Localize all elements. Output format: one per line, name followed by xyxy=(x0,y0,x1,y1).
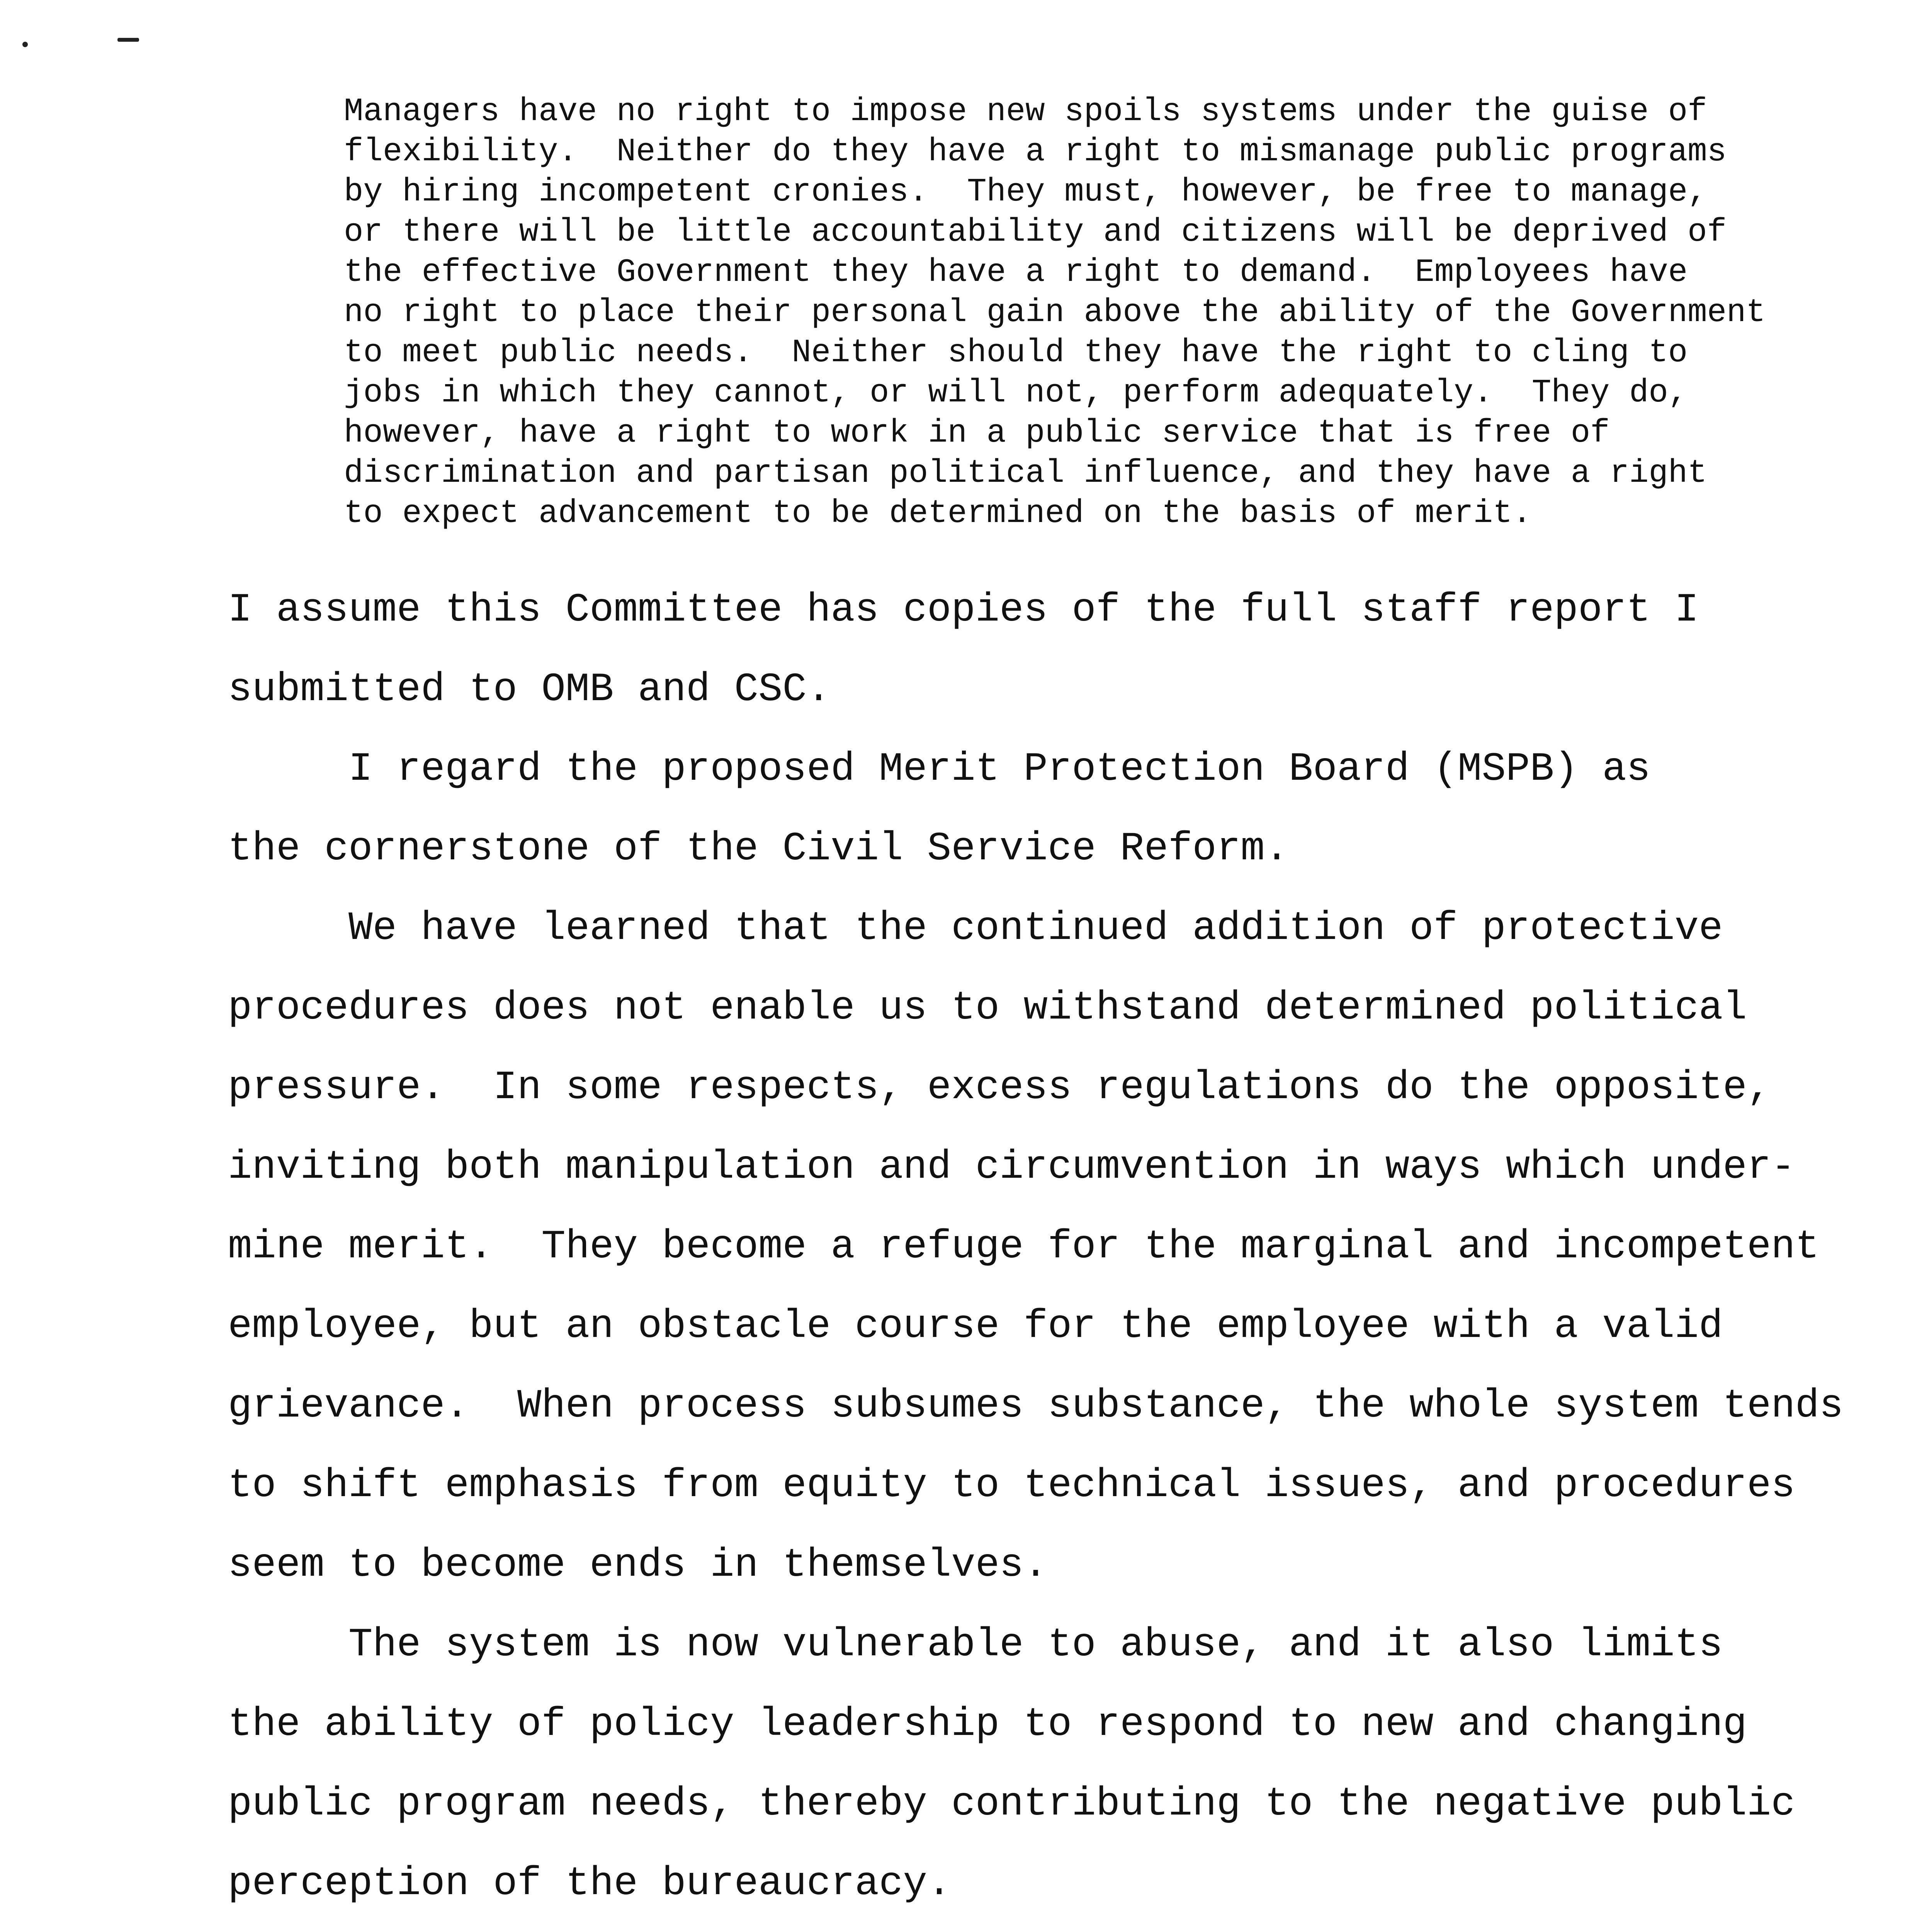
body-line: pressure. In some respects, excess regulations do the opposite, xyxy=(228,1065,1771,1111)
body-line: the cornerstone of the Civil Service Reform. xyxy=(228,826,1289,872)
quote-line: however, have a right to work in a public service that is free of xyxy=(344,415,1610,452)
quote-line: or there will be little accountability and citizens will be deprived of xyxy=(344,214,1727,251)
quote-line: to meet public needs. Neither should they have the right to cling to xyxy=(344,335,1688,371)
body-line: mine merit. They become a refuge for the marginal and incompetent xyxy=(228,1224,1820,1270)
body-line xyxy=(228,1923,1851,1932)
body-line: inviting both manipulation and circumvention in ways which under- xyxy=(228,1145,1795,1190)
body-line: the ability of policy leadership to respond to new and changing xyxy=(228,1702,1747,1747)
body-line: seem to become ends in themselves. xyxy=(228,1543,1048,1588)
quote-line: flexibility. Neither do they have a right to mismanage public programs xyxy=(344,134,1727,170)
body-line: The system is now vulnerable to abuse, and it also limits xyxy=(228,1622,1723,1668)
body-line: I regard the proposed Merit Protection Board (MSPB) as xyxy=(228,747,1651,792)
indented-quote-block xyxy=(344,92,1835,534)
quote-line: the effective Government they have a right to demand. Employees have xyxy=(344,254,1688,291)
margin-dot-mark xyxy=(22,42,28,47)
quote-line: Managers have no right to impose new spoils systems under the guise of xyxy=(344,94,1707,130)
body-line: grievance. When process subsumes substance, the whole system tends xyxy=(228,1383,1844,1429)
body-line: We have learned that the continued addition of protective xyxy=(228,906,1723,951)
body-line: I assume this Committee has copies of the full staff report I xyxy=(228,587,1699,633)
body-line: submitted to OMB and CSC. xyxy=(228,667,831,713)
quote-line: no right to place their personal gain above the ability of the Government xyxy=(344,294,1766,331)
body-text-block xyxy=(228,570,1851,1932)
body-line: procedures does not enable us to withstand determined political xyxy=(228,985,1747,1031)
margin-dash-mark xyxy=(117,38,139,42)
body-line: perception of the bureaucracy. xyxy=(228,1861,952,1906)
quote-line: by hiring incompetent cronies. They must, however, be free to manage, xyxy=(344,174,1707,211)
quote-line: jobs in which they cannot, or will not, perform adequately. They do, xyxy=(344,375,1688,412)
body-line: to shift emphasis from equity to technical issues, and procedures xyxy=(228,1463,1795,1509)
body-line: employee, but an obstacle course for the employee with a valid xyxy=(228,1304,1723,1349)
quote-line: discrimination and partisan political influence, and they have a right xyxy=(344,455,1707,492)
body-line: public program needs, thereby contributing to the negative public xyxy=(228,1781,1795,1827)
quote-line: to expect advancement to be determined on the basis of merit. xyxy=(344,495,1532,532)
